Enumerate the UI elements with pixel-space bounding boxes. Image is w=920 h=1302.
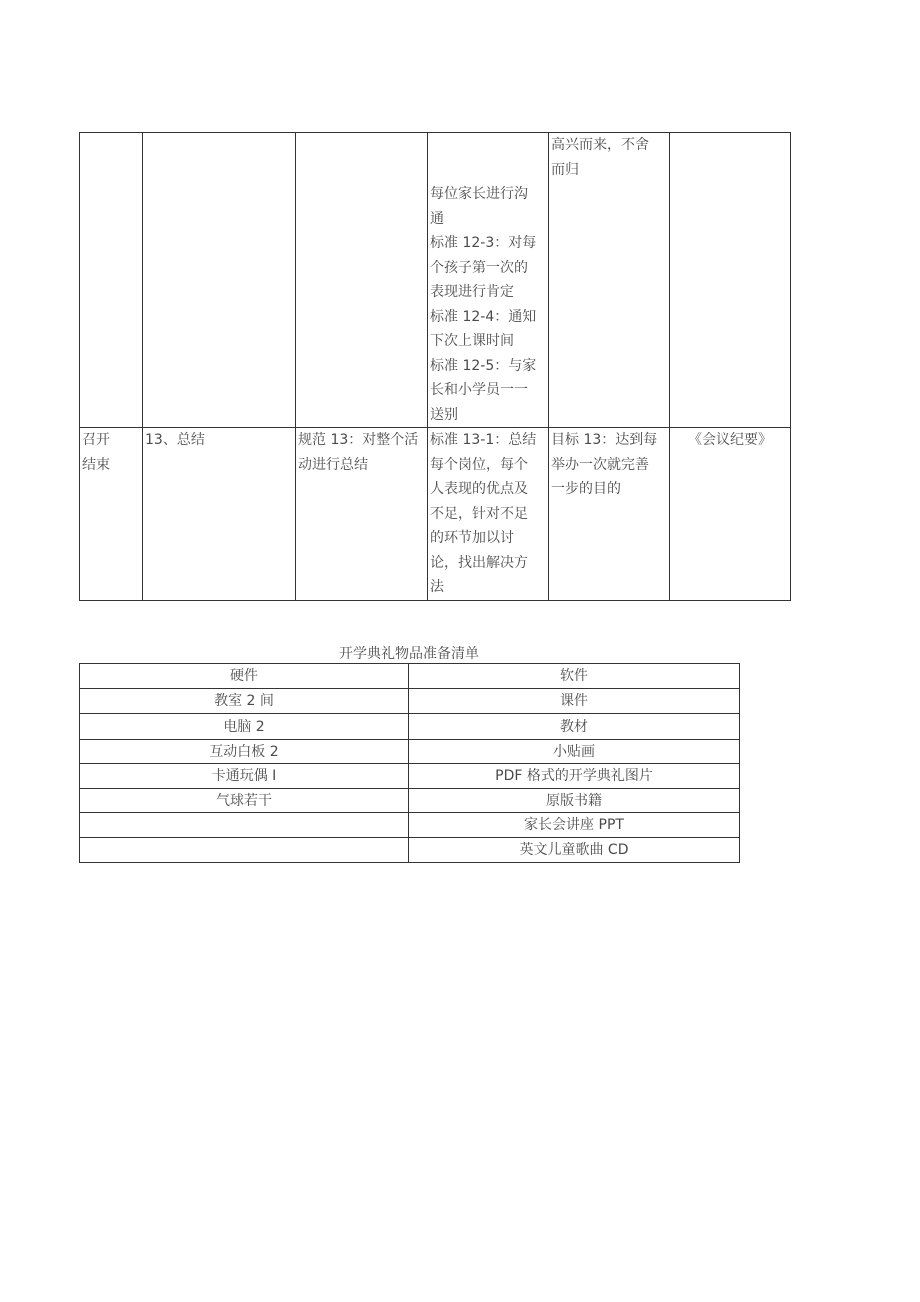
norm-cell: [296, 428, 428, 601]
hardware-cell: 卡通玩偶 I: [80, 764, 409, 789]
text-line: 结束: [82, 456, 110, 473]
table-row: [80, 813, 740, 838]
table-row: [80, 428, 791, 601]
table-row: [80, 740, 740, 764]
table-row: [80, 689, 740, 714]
software-cell: 课件: [409, 689, 740, 714]
text-line: 举办一次就完善: [551, 456, 649, 473]
text-line: 高兴而来，不舍: [551, 137, 649, 153]
stage-cell: [80, 133, 143, 428]
text-line: 而归: [551, 161, 579, 178]
hardware-cell: [80, 838, 409, 863]
hardware-cell: 电脑 2: [80, 714, 409, 740]
header-row: [80, 664, 740, 689]
table-row: [80, 838, 740, 863]
table-row: [80, 789, 740, 813]
text-line: 不足，针对不足: [430, 505, 528, 522]
table-row: [80, 714, 740, 740]
software-cell: 原版书籍: [409, 789, 740, 813]
text-line: 召开: [82, 432, 110, 448]
text-line: 个孩子第一次的: [430, 259, 528, 276]
text-line: 人表现的优点及: [430, 481, 528, 497]
step-cell: [143, 133, 296, 428]
table-row: [80, 133, 791, 428]
goal-cell: [549, 133, 670, 428]
hardware-cell: 气球若干: [80, 789, 409, 813]
text-line: 标准 12-4：通知: [430, 308, 537, 325]
text-line: 每个岗位，每个: [430, 456, 528, 473]
standard-cell: [428, 133, 549, 428]
header-hardware: 硬件: [80, 664, 409, 689]
text-line: 下次上课时间: [430, 333, 514, 349]
list-title: 开学典礼物品准备清单: [339, 646, 479, 662]
text-line: 目标 13：达到每: [551, 432, 658, 448]
text-line: 的环节加以讨: [430, 530, 514, 546]
text-line: 论，找出解决方: [430, 554, 528, 571]
hardware-cell: [80, 813, 409, 838]
text-line: 送别: [430, 406, 458, 423]
standard-cell: [428, 428, 549, 601]
hardware-cell: 互动白板 2: [80, 740, 409, 764]
text-line: 标准 12-3：对每: [430, 235, 537, 251]
software-cell: PDF 格式的开学典礼图片: [409, 764, 740, 789]
text-line: 规范 13：对整个活: [298, 432, 419, 448]
text-line: 动进行总结: [298, 456, 368, 473]
hardware-cell: 教室 2 间: [80, 689, 409, 714]
text-line: 一步的目的: [551, 481, 621, 497]
stage-cell: [80, 428, 143, 601]
software-cell: 英文儿童歌曲 CD: [409, 838, 740, 863]
norm-cell: [296, 133, 428, 428]
text-line: [430, 133, 546, 158]
software-cell: 家长会讲座 PPT: [409, 813, 740, 838]
software-cell: 教材: [409, 714, 740, 740]
goal-cell: [549, 428, 670, 601]
text-line: 通: [430, 210, 444, 227]
step-cell: 13、总结: [143, 428, 296, 601]
record-cell: [670, 133, 791, 428]
header-software: 软件: [409, 664, 740, 689]
supply-list-table: [79, 663, 740, 863]
text-line: 表现进行肯定: [430, 284, 514, 300]
text-line: [430, 158, 546, 183]
process-table: [79, 132, 791, 601]
text-line: 每位家长进行沟: [430, 186, 528, 202]
record-cell: 《会议纪要》: [670, 428, 791, 601]
software-cell: 小贴画: [409, 740, 740, 764]
table-row: [80, 764, 740, 789]
text-line: 法: [430, 579, 444, 595]
text-line: 标准 13-1：总结: [430, 432, 537, 448]
text-line: 标准 12-5：与家: [430, 357, 537, 374]
text-line: 长和小学员一一: [430, 382, 528, 398]
